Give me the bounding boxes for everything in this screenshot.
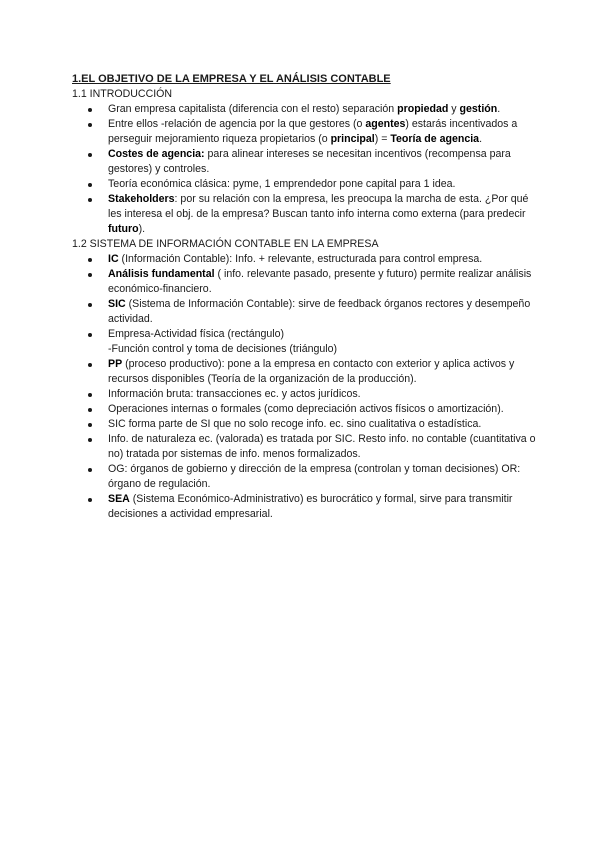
list-item: SEA (Sistema Económico-Administrativo) es burocrático y formal, sirve para transmitir decisiones a actividad empresarial.: [72, 492, 542, 522]
bullet-icon: [88, 363, 92, 367]
bullet-icon: [88, 183, 92, 187]
list-item: Análisis fundamental ( info. relevante pasado, presente y futuro) permite realizar análisis económico-financiero.: [72, 267, 542, 297]
bullet-icon: [88, 498, 92, 502]
bullet-icon: [88, 108, 92, 112]
document-title: 1.EL OBJETIVO DE LA EMPRESA Y EL ANÁLISIS CONTABLE: [72, 73, 391, 85]
list-item: OG: órganos de gobierno y dirección de la empresa (controlan y toman decisiones) OR: órgano de regulación.: [72, 462, 542, 492]
bullet-icon: [88, 438, 92, 442]
list-item: Teoría económica clásica: pyme, 1 emprendedor pone capital para 1 idea.: [72, 177, 542, 192]
section2-list: [72, 252, 542, 522]
list-item: Stakeholders: por su relación con la empresa, les preocupa la marcha de esta. ¿Por qué les interesa el obj. de la empresa? Buscan tanto info interna como externa (para predecir futuro).: [72, 192, 542, 237]
bullet-icon: [88, 408, 92, 412]
bullet-icon: [88, 123, 92, 127]
list-item: Gran empresa capitalista (diferencia con el resto) separación propiedad y gestión.: [72, 102, 542, 117]
bullet-icon: [88, 198, 92, 202]
list-item: Info. de naturaleza ec. (valorada) es tratada por SIC. Resto info. no contable (cuantitativa o no) tratada por sistemas de info. menos formalizados.: [72, 432, 542, 462]
bullet-icon: [88, 273, 92, 277]
list-item: Costes de agencia: para alinear intereses se necesitan incentivos (recompensa para gestores) y controles.: [72, 147, 542, 177]
document-content: [72, 72, 542, 522]
bullet-icon: [88, 423, 92, 427]
bullet-icon: [88, 258, 92, 262]
bullet-icon: [88, 303, 92, 307]
section1-list: [72, 102, 542, 237]
list-item: Entre ellos -relación de agencia por la que gestores (o agentes) estarás incentivados a perseguir mejoramiento riqueza propietarios (o principal) = Teoría de agencia.: [72, 117, 542, 147]
list-item: IC (Información Contable): Info. + relevante, estructurada para control empresa.: [72, 252, 542, 267]
list-item: PP (proceso productivo): pone a la empresa en contacto con exterior y aplica activos y recursos disponibles (Teoría de la organización de la producción).: [72, 357, 542, 387]
section-heading-sistema-informacion: 1.2 SISTEMA DE INFORMACIÓN CONTABLE EN LA EMPRESA: [72, 238, 379, 250]
list-item: Operaciones internas o formales (como depreciación activos físicos o amortización).: [72, 402, 542, 417]
bullet-icon: [88, 153, 92, 157]
bullet-icon: [88, 468, 92, 472]
list-item: SIC (Sistema de Información Contable): sirve de feedback órganos rectores y desempeño actividad.: [72, 297, 542, 327]
section-heading-introduccion: 1.1 INTRODUCCIÓN: [72, 88, 173, 100]
list-item: SIC forma parte de SI que no solo recoge info. ec. sino cualitativa o estadística.: [72, 417, 542, 432]
list-item: Información bruta: transacciones ec. y actos jurídicos.: [72, 387, 542, 402]
bullet-icon: [88, 393, 92, 397]
list-item: Empresa-Actividad física (rectángulo): [72, 327, 542, 342]
sub-line: -Función control y toma de decisiones (triángulo): [108, 343, 338, 355]
bullet-icon: [88, 333, 92, 337]
